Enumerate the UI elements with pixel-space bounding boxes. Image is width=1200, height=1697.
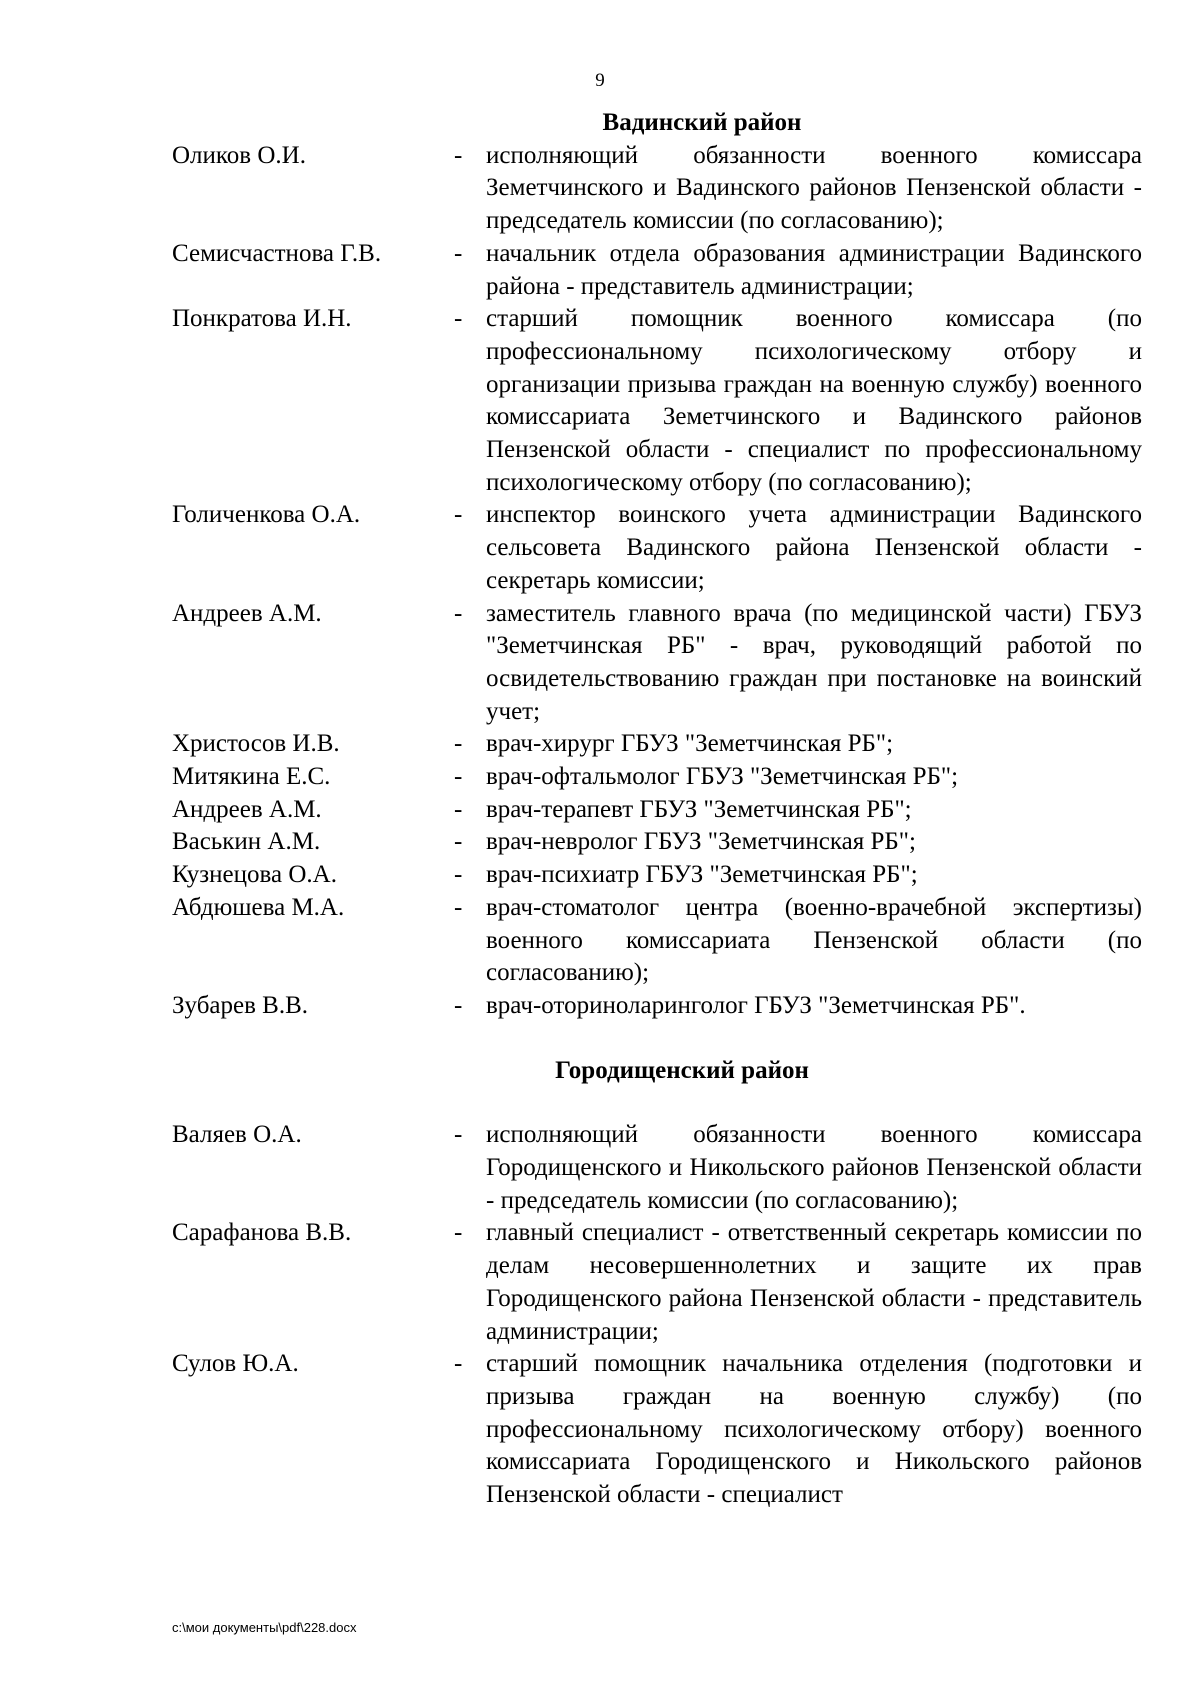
member-role: старший помощник начальника отделения (подготовки и призыва граждан на военную службу) (по профессиональному психологическому отбору) военного комиссариата Городищенского и Никольского районов Пензенской области - специалист (486, 1350, 1142, 1509)
dash-separator: - (454, 730, 463, 758)
member-entry (172, 859, 1142, 892)
member-name: Зубарев В.В. (172, 991, 309, 1019)
dash-separator: - (454, 828, 463, 856)
member-name: Семисчастнова Г.В. (172, 239, 382, 267)
member-role: заместитель главного врача (по медицинской части) ГБУЗ "Земетчинская РБ" - врач, руководящий работой по освидетельствованию граждан при постановке на воинский учет; (486, 599, 1142, 725)
member-role: врач-психиатр ГБУЗ "Земетчинская РБ"; (486, 861, 918, 889)
member-name: Васькин А.М. (172, 828, 321, 856)
member-entry (172, 499, 1142, 597)
member-entry (172, 598, 1142, 729)
member-entry (172, 238, 1142, 303)
member-entry (172, 826, 1142, 859)
member-entry (172, 1217, 1142, 1348)
page-number: 9 (595, 70, 605, 91)
dash-separator: - (454, 141, 463, 169)
section-title-gorodishchensky: Городищенский район (555, 1056, 809, 1084)
dash-separator: - (454, 893, 463, 921)
dash-separator: - (454, 763, 463, 791)
member-role: врач-хирург ГБУЗ "Земетчинская РБ"; (486, 730, 894, 758)
member-list-gorodishchensky (172, 1119, 1142, 1511)
member-name: Понкратова И.Н. (172, 305, 352, 333)
member-entry (172, 140, 1142, 238)
member-role: врач-невролог ГБУЗ "Земетчинская РБ"; (486, 828, 916, 856)
member-role: врач-офтальмолог ГБУЗ "Земетчинская РБ"; (486, 763, 959, 791)
dash-separator: - (454, 1350, 463, 1378)
dash-separator: - (454, 861, 463, 889)
section-title-vadinsky: Вадинский район (602, 109, 802, 136)
member-name: Валяев О.А. (172, 1121, 302, 1149)
member-entry (172, 761, 1142, 794)
member-name: Голиченкова О.А. (172, 501, 361, 529)
member-role: исполняющий обязанности военного комиссара Земетчинского и Вадинского районов Пензенской области - председатель комиссии (по согласованию); (486, 141, 1142, 235)
member-name: Андреев А.М. (172, 599, 322, 627)
dash-separator: - (454, 305, 463, 333)
member-entry (172, 728, 1142, 761)
dash-separator: - (454, 599, 463, 627)
member-role: врач-терапевт ГБУЗ "Земетчинская РБ"; (486, 795, 912, 823)
member-role: инспектор воинского учета администрации Вадинского сельсовета Вадинского района Пензенской области - секретарь комиссии; (486, 501, 1142, 594)
member-entry (172, 990, 1142, 1023)
member-entry (172, 892, 1142, 990)
dash-separator: - (454, 239, 463, 267)
member-role: врач-оториноларинголог ГБУЗ "Земетчинская РБ". (486, 991, 1026, 1019)
dash-separator: - (454, 501, 463, 529)
member-name: Сарафанова В.В. (172, 1219, 352, 1247)
dash-separator: - (454, 991, 463, 1019)
document-body (172, 107, 1142, 1512)
member-name: Кузнецова О.А. (172, 861, 337, 889)
member-role: главный специалист - ответственный секретарь комиссии по делам несовершеннолетних и защите их прав Городищенского района Пензенской области - представитель администрации; (486, 1219, 1142, 1345)
dash-separator: - (454, 1219, 463, 1247)
member-role: исполняющий обязанности военного комиссара Городищенского и Никольского районов Пензенской области - председатель комиссии (по согласованию); (486, 1121, 1142, 1214)
member-entry (172, 303, 1142, 499)
member-name: Оликов О.И. (172, 141, 306, 169)
member-name: Христосов И.В. (172, 730, 340, 758)
member-entry (172, 1348, 1142, 1512)
member-entry (172, 794, 1142, 827)
dash-separator: - (454, 795, 463, 823)
member-role: старший помощник военного комиссара (по профессиональному психологическому отбору и организации призыва граждан на военную службу) военного комиссариата Земетчинского и Вадинского районов Пензенской области - специалист по профессиональному психологическому отбору (по согласованию); (486, 305, 1142, 496)
member-role: врач-стоматолог центра (военно-врачебной экспертизы) военного комиссариата Пензенской области (по согласованию); (486, 893, 1142, 987)
dash-separator: - (454, 1121, 463, 1149)
file-path-footer: c:\мои документы\pdf\228.docx (172, 1620, 357, 1635)
member-name: Митякина Е.С. (172, 763, 331, 791)
member-name: Сулов Ю.А. (172, 1350, 299, 1378)
member-entry (172, 1119, 1142, 1217)
member-name: Андреев А.М. (172, 795, 322, 823)
member-list-vadinsky (172, 140, 1142, 1023)
member-name: Абдюшева М.А. (172, 893, 345, 921)
member-role: начальник отдела образования администрации Вадинского района - представитель администрации; (486, 239, 1142, 300)
